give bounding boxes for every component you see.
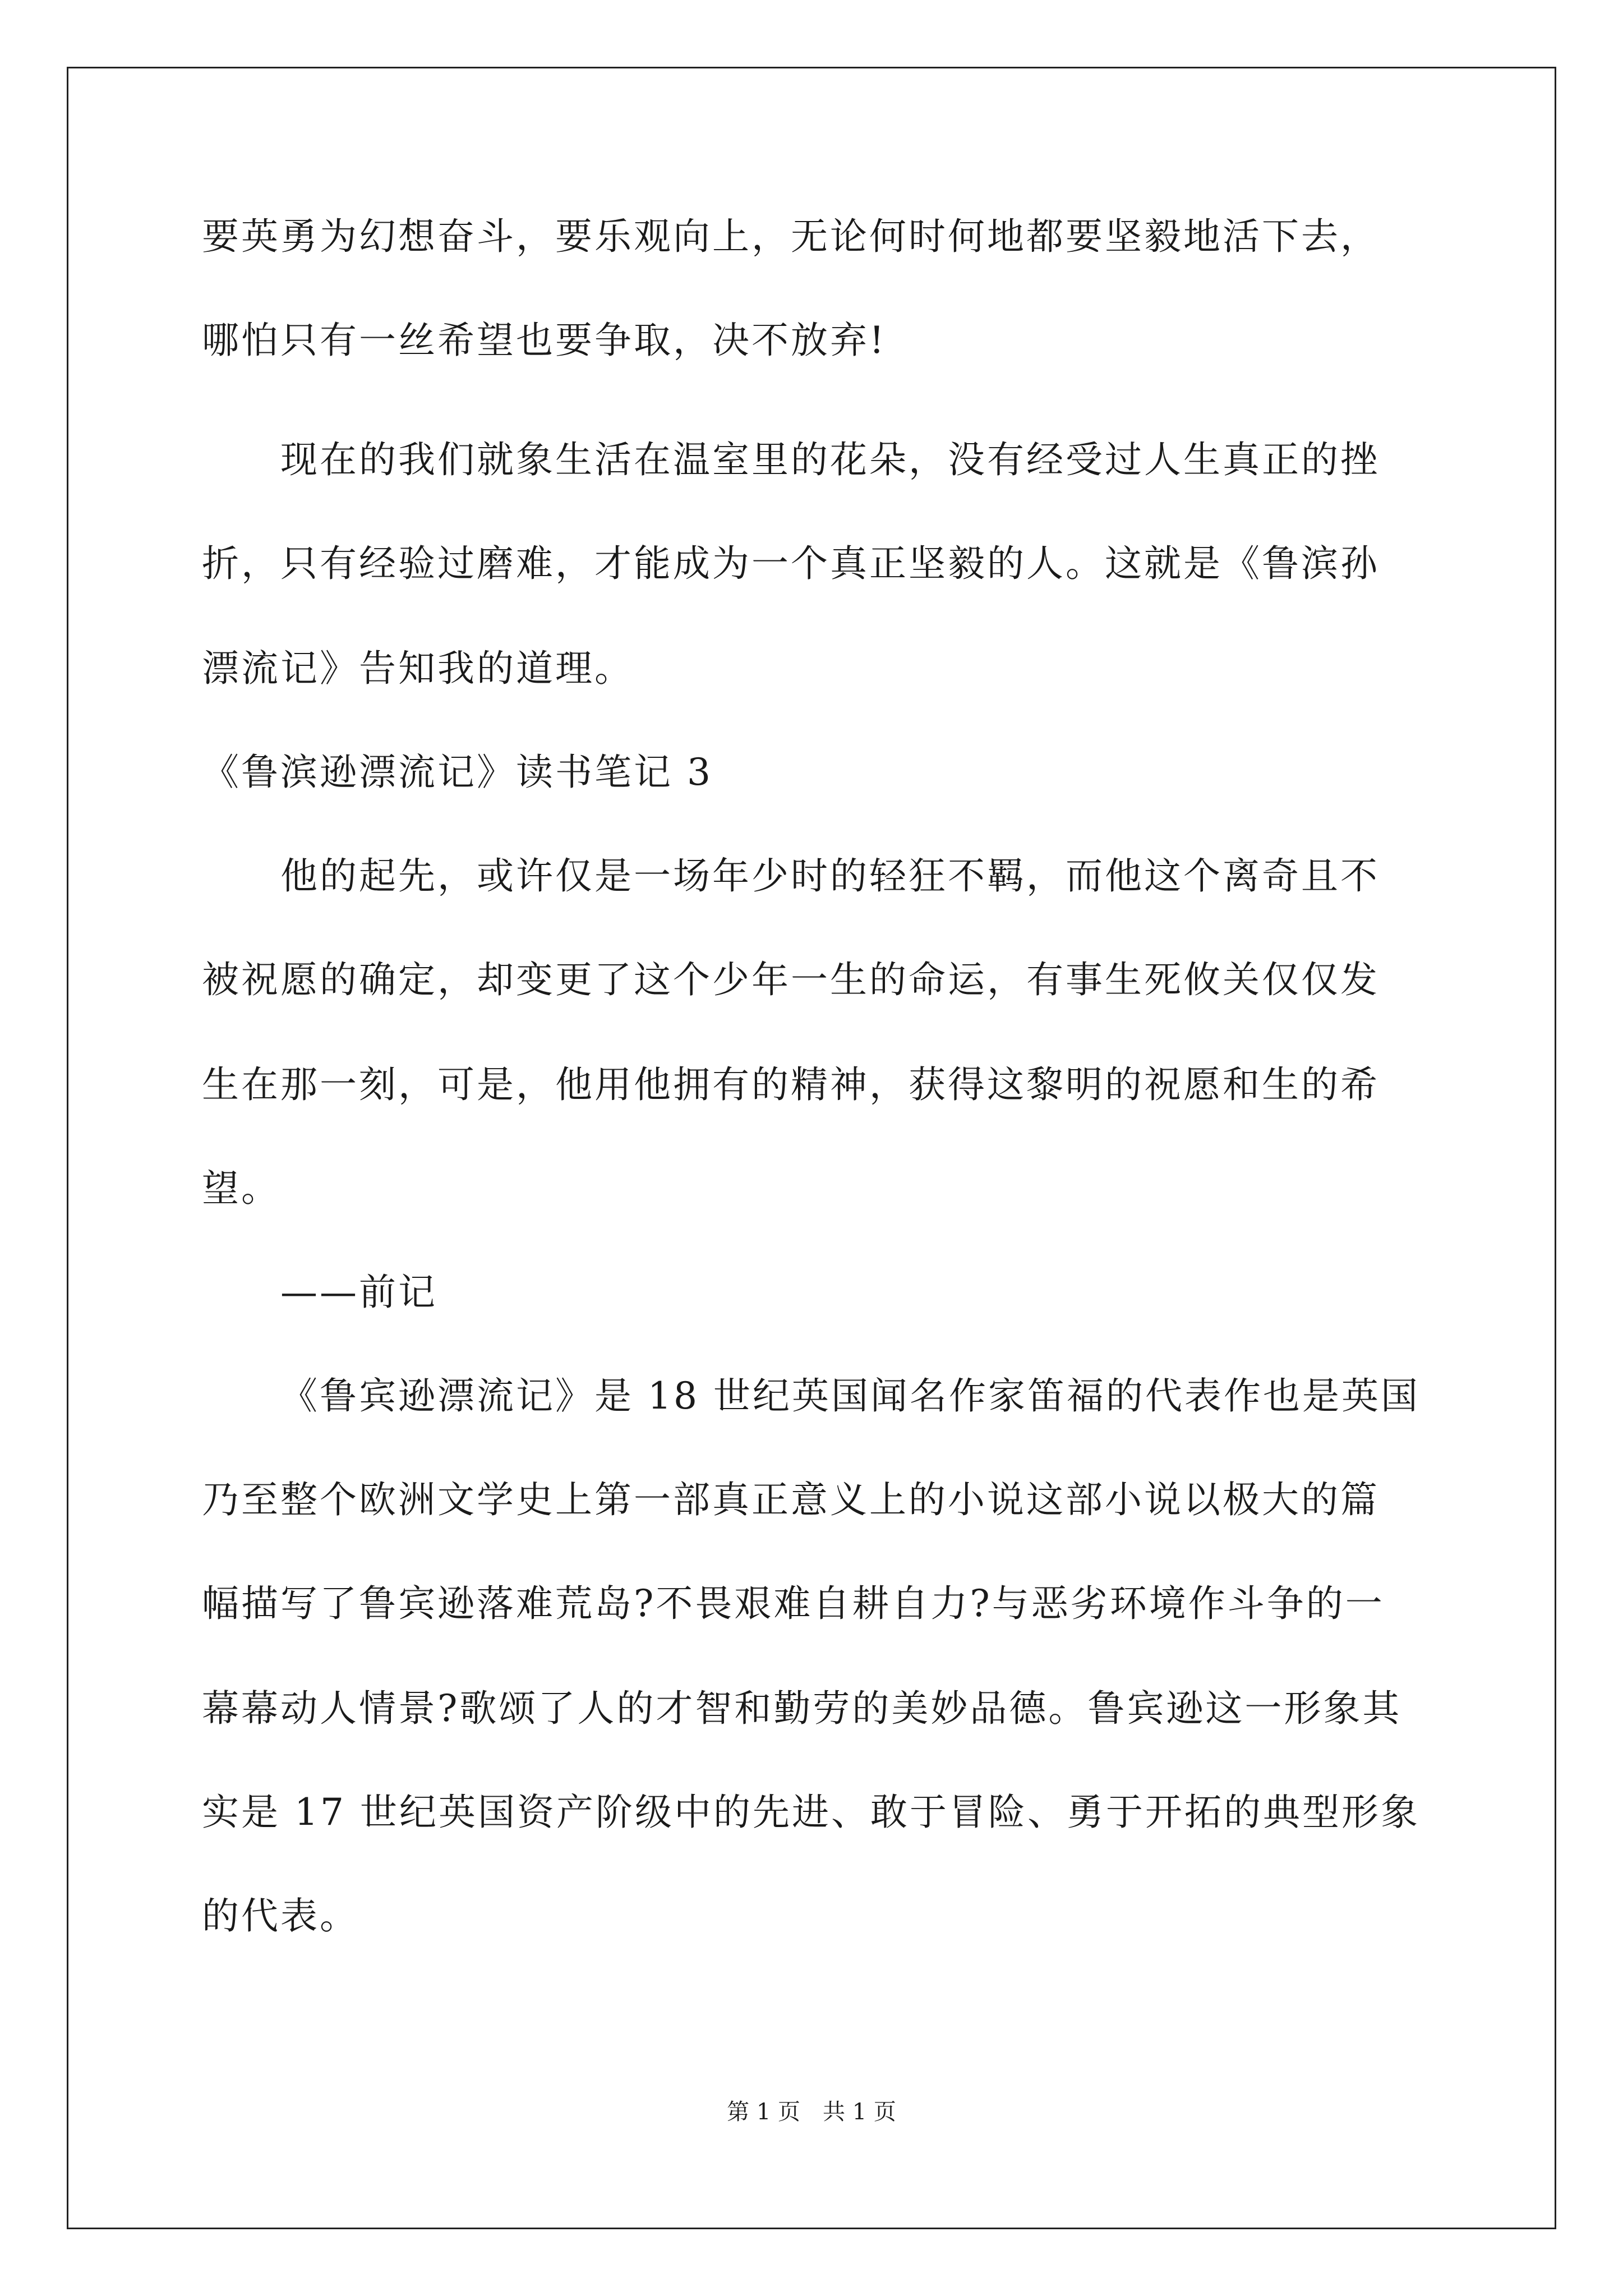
text-line: 幕幕动人情景?歌颂了人的才智和勤劳的美妙品德。鲁宾逊这一形象其 (202, 1687, 1402, 1730)
text-line: 实是 17 世纪英国资产阶级中的先进、敢于冒险、勇于开拓的典型形象 (202, 1791, 1420, 1834)
text-line: 哪怕只有一丝希望也要争取，决不放弃! (202, 319, 887, 362)
text-line: 幅描写了鲁宾逊落难荒岛?不畏艰难自耕自力?与恶劣环境作斗争的一 (202, 1582, 1385, 1625)
text-line: 乃至整个欧洲文学史上第一部真正意义上的小说这部小说以极大的篇 (202, 1478, 1380, 1521)
text-line: 望。 (202, 1167, 280, 1210)
text-line: 生在那一刻，可是，他用他拥有的精神，获得这黎明的祝愿和生的希 (202, 1063, 1380, 1106)
text-line: 现在的我们就象生活在温室里的花朵，没有经受过人生真正的挫 (280, 438, 1380, 481)
text-line: 他的起先，或许仅是一场年少时的轻狂不羁，而他这个离奇且不 (280, 854, 1380, 898)
text-line: 的代表。 (202, 1894, 359, 1938)
text-line: 要英勇为幻想奋斗，要乐观向上，无论何时何地都要坚毅地活下去， (202, 215, 1380, 258)
text-line: 折，只有经验过磨难，才能成为一个真正坚毅的人。这就是《鲁滨孙 (202, 542, 1380, 585)
text-line: 漂流记》告知我的道理。 (202, 647, 634, 690)
section-heading: 《鲁滨逊漂流记》读书笔记 3 (202, 751, 713, 794)
text-line: 《鲁宾逊漂流记》是 18 世纪英国闻名作家笛福的代表作也是英国 (280, 1374, 1420, 1418)
text-line: ——前记 (280, 1271, 437, 1314)
text-line: 被祝愿的确定，却变更了这个少年一生的命运，有事生死攸关仅仅发 (202, 958, 1380, 1001)
page-number-footer: 第 1 页 共 1 页 (727, 2099, 896, 2125)
